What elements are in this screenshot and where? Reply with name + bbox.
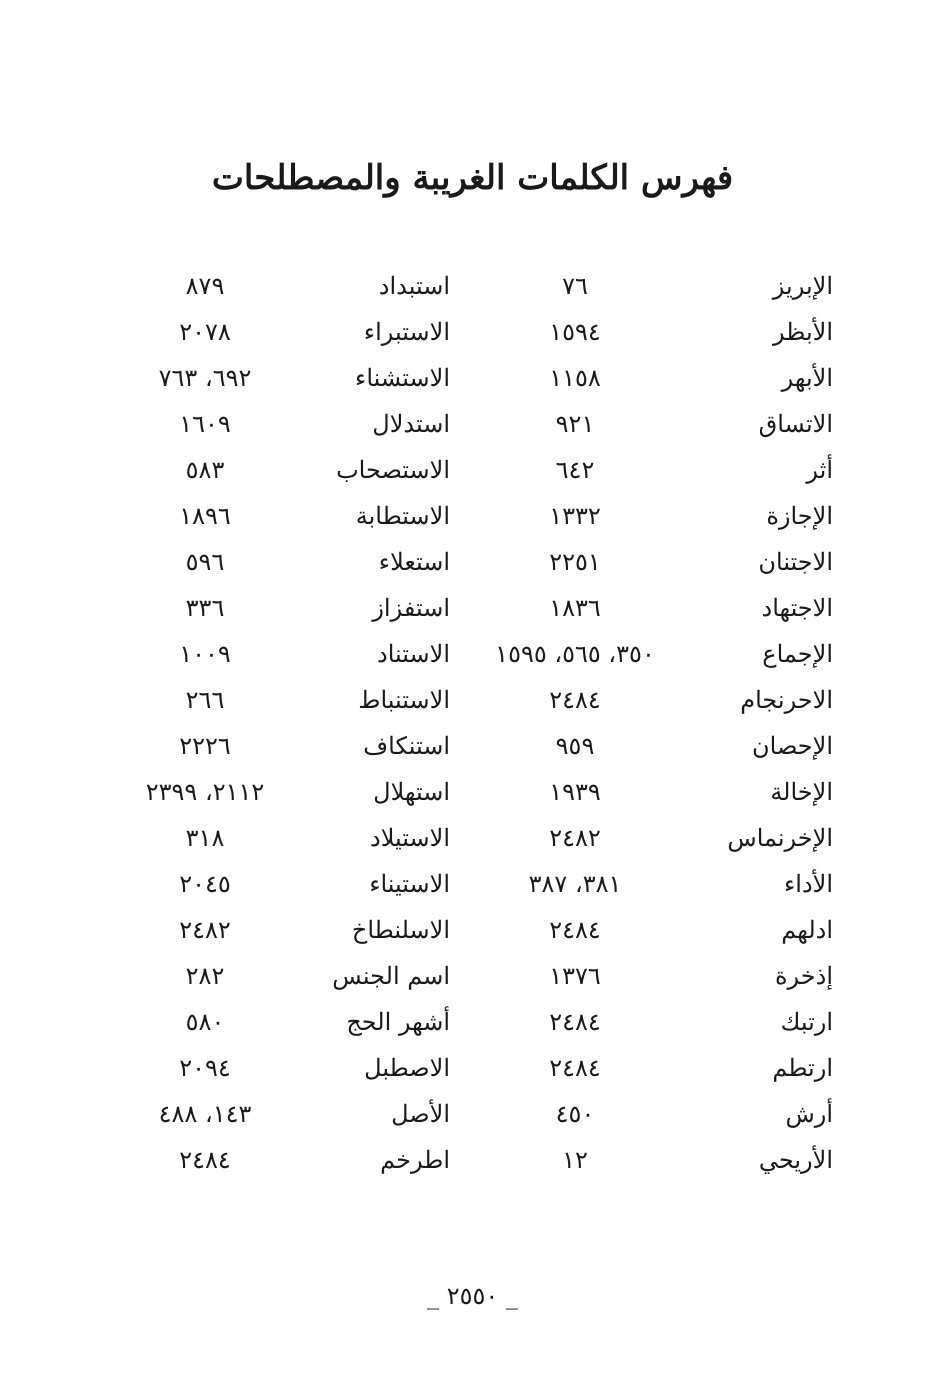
pages-right: ١١٥٨	[549, 364, 601, 392]
term-left: الاستشناء	[355, 364, 450, 392]
index-row	[0, 358, 945, 404]
term-right: الأبهر	[781, 364, 833, 392]
pages-left: ٢٤٨٤	[179, 1146, 231, 1174]
index-row	[0, 404, 945, 450]
pages-left: ١٤٣، ٤٨٨	[158, 1100, 252, 1128]
pages-right: ١٨٣٦	[549, 594, 601, 622]
term-right: ادلهم	[781, 916, 833, 944]
term-left: استهلال	[373, 778, 450, 806]
term-right: الإجماع	[762, 640, 833, 668]
index-row	[0, 266, 945, 312]
term-left: الأصل	[391, 1100, 450, 1128]
term-right: الاجتنان	[758, 548, 833, 576]
pages-left: ٢٦٦	[185, 686, 225, 714]
pages-right: ٤٥٠	[555, 1100, 595, 1128]
term-right: الإجازة	[766, 502, 833, 530]
term-left: اطرخم	[380, 1146, 450, 1174]
index-row	[0, 1048, 945, 1094]
index-row	[0, 450, 945, 496]
pages-left: ٥٨٠	[185, 1008, 225, 1036]
pages-left: ٣٣٦	[185, 594, 225, 622]
term-left: الاستطابة	[355, 502, 450, 530]
term-right: الأبظر	[773, 318, 833, 346]
term-right: أثر	[806, 456, 833, 484]
pages-right: ٧٦	[562, 272, 588, 300]
pages-left: ١٨٩٦	[179, 502, 231, 530]
term-left: استدلال	[372, 410, 450, 438]
term-left: الاستنباط	[358, 686, 450, 714]
pages-right: ٢٤٨٤	[549, 1008, 601, 1036]
term-left: الاستصحاب	[336, 456, 450, 484]
term-left: الاصطبل	[364, 1054, 450, 1082]
pages-left: ٨٧٩	[185, 272, 225, 300]
term-left: الاستيلاد	[370, 824, 450, 852]
pages-right: ٣٨١، ٣٨٧	[528, 870, 622, 898]
pages-right: ٢٢٥١	[549, 548, 601, 576]
index-table	[0, 266, 945, 1186]
term-right: أرش	[785, 1100, 833, 1128]
term-left: استبداد	[378, 272, 450, 300]
pages-right: ٢٤٨٤	[549, 686, 601, 714]
term-left: استفزاز	[372, 594, 450, 622]
index-row	[0, 772, 945, 818]
term-right: ارتبك	[780, 1008, 833, 1036]
pages-left: ٢٠٤٥	[179, 870, 231, 898]
pages-right: ١٣٣٢	[549, 502, 601, 530]
pages-right: ٩٥٩	[555, 732, 595, 760]
pages-right: ٢٤٨٤	[549, 916, 601, 944]
term-left: اسم الجنس	[332, 962, 450, 990]
pages-right: ١٩٣٩	[549, 778, 601, 806]
pages-right: ١٥٩٤	[549, 318, 601, 346]
term-right: الاجتهاد	[761, 594, 833, 622]
term-left: الاستبراء	[363, 318, 450, 346]
term-left: استنكاف	[363, 732, 450, 760]
page-title: فهرس الكلمات الغريبة والمصطلحات	[211, 158, 734, 198]
term-left: الاستيناء	[369, 870, 450, 898]
term-right: الإخالة	[770, 778, 833, 806]
term-right: الأداء	[784, 870, 833, 898]
pages-right: ٢٤٨٤	[549, 1054, 601, 1082]
term-right: إذخرة	[774, 962, 833, 990]
pages-left: ٥٨٣	[185, 456, 225, 484]
term-left: الاستناد	[377, 640, 450, 668]
pages-left: ١٦٠٩	[179, 410, 231, 438]
pages-left: ٢٠٧٨	[179, 318, 231, 346]
term-left: استعلاء	[378, 548, 450, 576]
page-number: _ ٢٥٥٠ _	[427, 1282, 518, 1310]
pages-left: ٢٨٢	[185, 962, 225, 990]
pages-left: ٦٩٢، ٧٦٣	[158, 364, 252, 392]
index-row	[0, 542, 945, 588]
index-row	[0, 634, 945, 680]
index-row	[0, 1002, 945, 1048]
index-row	[0, 818, 945, 864]
term-right: الاتساق	[758, 410, 833, 438]
pages-left: ٢١١٢، ٢٣٩٩	[145, 778, 265, 806]
pages-right: ١٣٧٦	[549, 962, 601, 990]
index-row	[0, 864, 945, 910]
term-right: الاحرنجام	[740, 686, 833, 714]
term-left: أشهر الحج	[346, 1008, 450, 1036]
pages-left: ١٠٠٩	[179, 640, 231, 668]
term-left: الاسلنطاخ	[351, 916, 450, 944]
term-right: الإحصان	[752, 732, 833, 760]
index-row	[0, 312, 945, 358]
term-right: ارتطم	[772, 1054, 833, 1082]
term-right: الإبريز	[772, 272, 833, 300]
index-row	[0, 726, 945, 772]
index-row	[0, 680, 945, 726]
pages-left: ٣١٨	[185, 824, 225, 852]
term-right: الإخرنماس	[727, 824, 833, 852]
pages-left: ٢٤٨٢	[179, 916, 231, 944]
pages-right: ٩٢١	[555, 410, 595, 438]
index-row	[0, 588, 945, 634]
index-row	[0, 910, 945, 956]
pages-left: ٥٩٦	[185, 548, 225, 576]
pages-right: ٦٤٢	[555, 456, 595, 484]
term-right: الأريحي	[758, 1146, 833, 1174]
index-row	[0, 956, 945, 1002]
index-row	[0, 496, 945, 542]
pages-right: ٣٥٠، ٥٦٥، ١٥٩٥	[495, 640, 655, 668]
index-row	[0, 1140, 945, 1186]
pages-left: ٢٠٩٤	[179, 1054, 231, 1082]
pages-right: ١٢	[562, 1146, 588, 1174]
pages-right: ٢٤٨٢	[549, 824, 601, 852]
pages-left: ٢٢٢٦	[179, 732, 231, 760]
index-row	[0, 1094, 945, 1140]
